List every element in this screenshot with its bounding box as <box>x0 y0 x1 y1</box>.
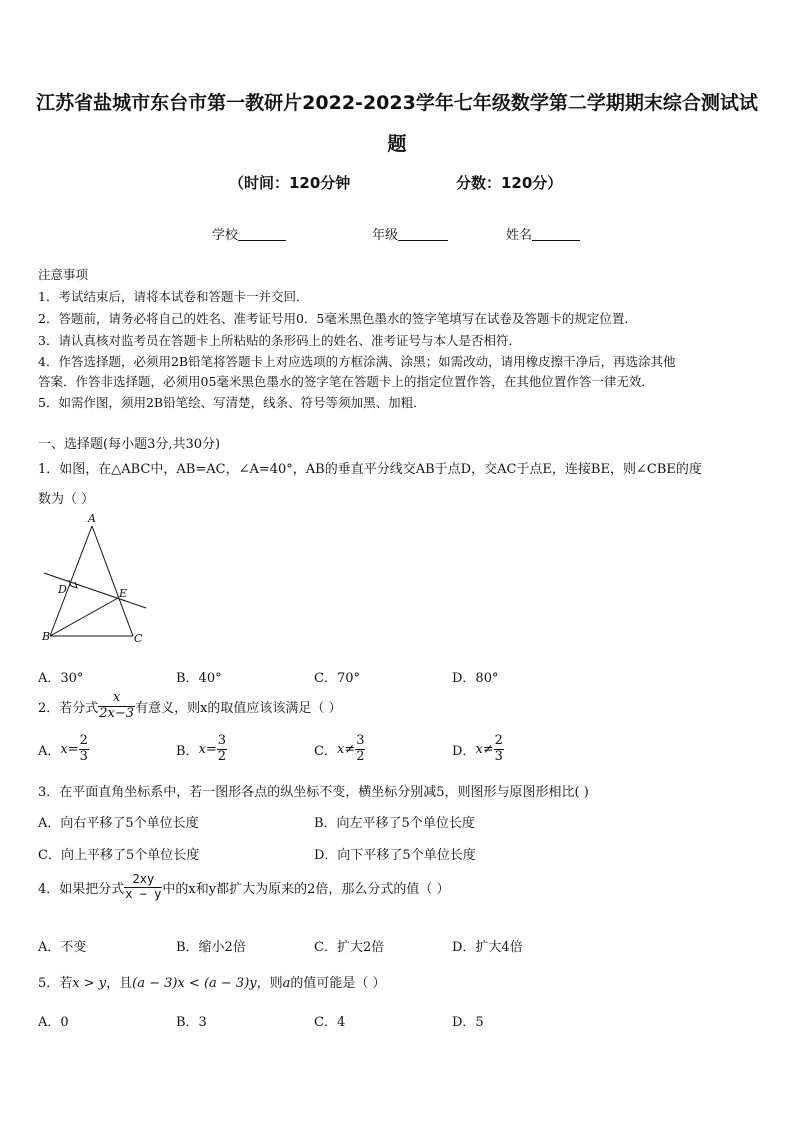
q5-part: ，则 <box>256 976 283 991</box>
section-heading: 一、选择题(每小题3分,共30分) <box>38 437 221 452</box>
q5-option-a[interactable]: A．0 <box>38 1015 69 1030</box>
school-blank[interactable] <box>238 227 286 241</box>
q5-math: a <box>282 976 291 991</box>
q2-option-d[interactable] <box>452 734 504 765</box>
q4-option-a[interactable]: A．不变 <box>38 940 87 955</box>
segment-be <box>50 598 118 636</box>
q2-option-c[interactable] <box>314 734 365 765</box>
frac-den: 2 <box>356 748 365 764</box>
q2-frac-den: 2x−3 <box>99 705 135 721</box>
exam-score: 分数：120分） <box>456 174 563 192</box>
label-e: E <box>119 587 128 600</box>
q2-option-b[interactable] <box>176 734 227 765</box>
q3-option-c[interactable]: C．向上平移了5个单位长度 <box>38 848 200 863</box>
notes-heading: 注意事项 <box>38 267 89 282</box>
option-fraction <box>217 734 227 765</box>
note-item: 答案．作答非选择题，必须用05毫米黑色墨水的签字笔在答题卡上的指定位置作答，在其他位置作答一律无效． <box>38 374 654 389</box>
option-relation: x= <box>60 741 79 757</box>
q1-text-line1: 1．如图，在△ABC中，AB=AC，∠A=40°，AB的垂直平分线交AB于点D，交AC于点E，连接BE，则∠CBE的度 <box>38 462 702 477</box>
q5-part: 的值可能是（ ） <box>290 976 386 991</box>
q1-option-d[interactable]: D．80° <box>452 671 499 686</box>
grade-label: 年级 <box>372 228 399 243</box>
q4-prefix: 4．如果把分式 <box>38 881 125 897</box>
q5-option-d[interactable]: D．5 <box>452 1015 484 1030</box>
q1-option-b[interactable]: B．40° <box>176 671 222 686</box>
side-ab <box>50 526 92 636</box>
q4-option-d[interactable]: D．扩大4倍 <box>452 940 523 955</box>
q4-option-b[interactable]: B．缩小2倍 <box>176 940 246 955</box>
frac-num: 3 <box>356 733 365 748</box>
school-field[interactable] <box>212 224 286 243</box>
option-label: D． <box>452 743 476 759</box>
name-blank[interactable] <box>532 227 580 241</box>
q2-frac-num: x <box>113 690 121 705</box>
q2-prefix: 2．若分式 <box>38 700 99 716</box>
note-item: 5．如需作图，须用2B铅笔绘、写清楚，线条、符号等须加黑、加粗． <box>38 395 426 410</box>
option-relation: x≠ <box>336 741 356 757</box>
option-relation: x≠ <box>475 741 494 757</box>
option-fraction <box>494 734 504 765</box>
q4-frac-num: 2xy <box>132 872 155 886</box>
right-angle-mark <box>69 580 77 588</box>
q3-option-b[interactable]: B．向左平移了5个单位长度 <box>314 816 475 831</box>
q1-option-a[interactable]: A．30° <box>38 671 84 686</box>
option-label: B． <box>176 743 199 759</box>
frac-den: 3 <box>79 748 88 764</box>
q5-stem <box>38 972 386 991</box>
frac-num: 2 <box>494 733 503 748</box>
q1-option-c[interactable]: C．70° <box>314 671 360 686</box>
q2-suffix: 有意义，则x的取值应该该满足（ ） <box>135 700 342 716</box>
school-label: 学校 <box>212 228 239 243</box>
q2-stem <box>38 691 342 722</box>
label-c: C <box>134 632 143 645</box>
q3-text: 3．在平面直角坐标系中，若一图形各点的纵坐标不变，横坐标分别减5，则图形与原图形相比( ) <box>38 785 589 800</box>
frac-den: 3 <box>494 748 503 764</box>
label-a: A <box>88 512 96 525</box>
q5-math: (a − 3)x < (a − 3)y <box>132 976 257 991</box>
name-label: 姓名 <box>506 228 533 243</box>
option-relation: x= <box>198 741 217 757</box>
q4-suffix: 中的x和y都扩大为原来的2倍，那么分式的值（ ） <box>162 881 450 897</box>
q4-frac-den: x − y <box>125 886 162 901</box>
note-item: 4．作答选择题，必须用2B铅笔将答题卡上对应选项的方框涂满、涂黑；如需改动，请用橡皮擦干净后，再选涂其他 <box>38 354 676 369</box>
frac-den: 2 <box>217 748 227 764</box>
note-item: 1．考试结束后，请将本试卷和答题卡一并交回． <box>38 289 309 304</box>
q3-option-a[interactable]: A．向右平移了5个单位长度 <box>38 816 199 831</box>
q5-part: 5．若 <box>38 976 73 991</box>
q2-fraction <box>98 691 135 722</box>
option-fraction <box>355 734 365 765</box>
exam-title-line2: 题 <box>387 133 407 155</box>
q5-math: x > y <box>72 976 107 991</box>
note-item: 3．请认真核对监考员在答题卡上所粘贴的条形码上的姓名、准考证号与本人是否相符． <box>38 333 521 348</box>
triangle-figure <box>36 512 154 652</box>
label-b: B <box>42 630 51 643</box>
q2-option-a[interactable] <box>38 734 89 765</box>
q4-option-c[interactable]: C．扩大2倍 <box>314 940 385 955</box>
q4-stem <box>38 873 450 902</box>
option-fraction <box>79 734 89 765</box>
q4-fraction <box>124 873 162 902</box>
q5-part: ，且 <box>106 976 133 991</box>
note-item: 2．答题前，请务必将自己的姓名、准考证号用0．5毫米黑色墨水的签字笔填写在试卷及答题卡的规定位置． <box>38 311 637 326</box>
q3-option-d[interactable]: D．向下平移了5个单位长度 <box>314 848 476 863</box>
grade-blank[interactable] <box>398 227 448 241</box>
side-ac <box>92 526 133 636</box>
exam-time: （时间：120分钟 <box>229 174 351 192</box>
option-label: C． <box>314 743 337 759</box>
option-label: A． <box>38 743 61 759</box>
name-field[interactable] <box>506 224 580 243</box>
q5-option-c[interactable]: C．4 <box>314 1015 346 1030</box>
grade-field[interactable] <box>372 224 448 243</box>
label-d: D <box>58 583 67 596</box>
q1-text-line2: 数为（ ） <box>38 492 95 507</box>
frac-num: 2 <box>79 733 88 748</box>
frac-num: 3 <box>217 733 227 748</box>
exam-title-line1: 江苏省盐城市东台市第一教研片2022-2023学年七年级数学第二学期期末综合测试试 <box>36 92 758 114</box>
q5-option-b[interactable]: B．3 <box>176 1015 207 1030</box>
